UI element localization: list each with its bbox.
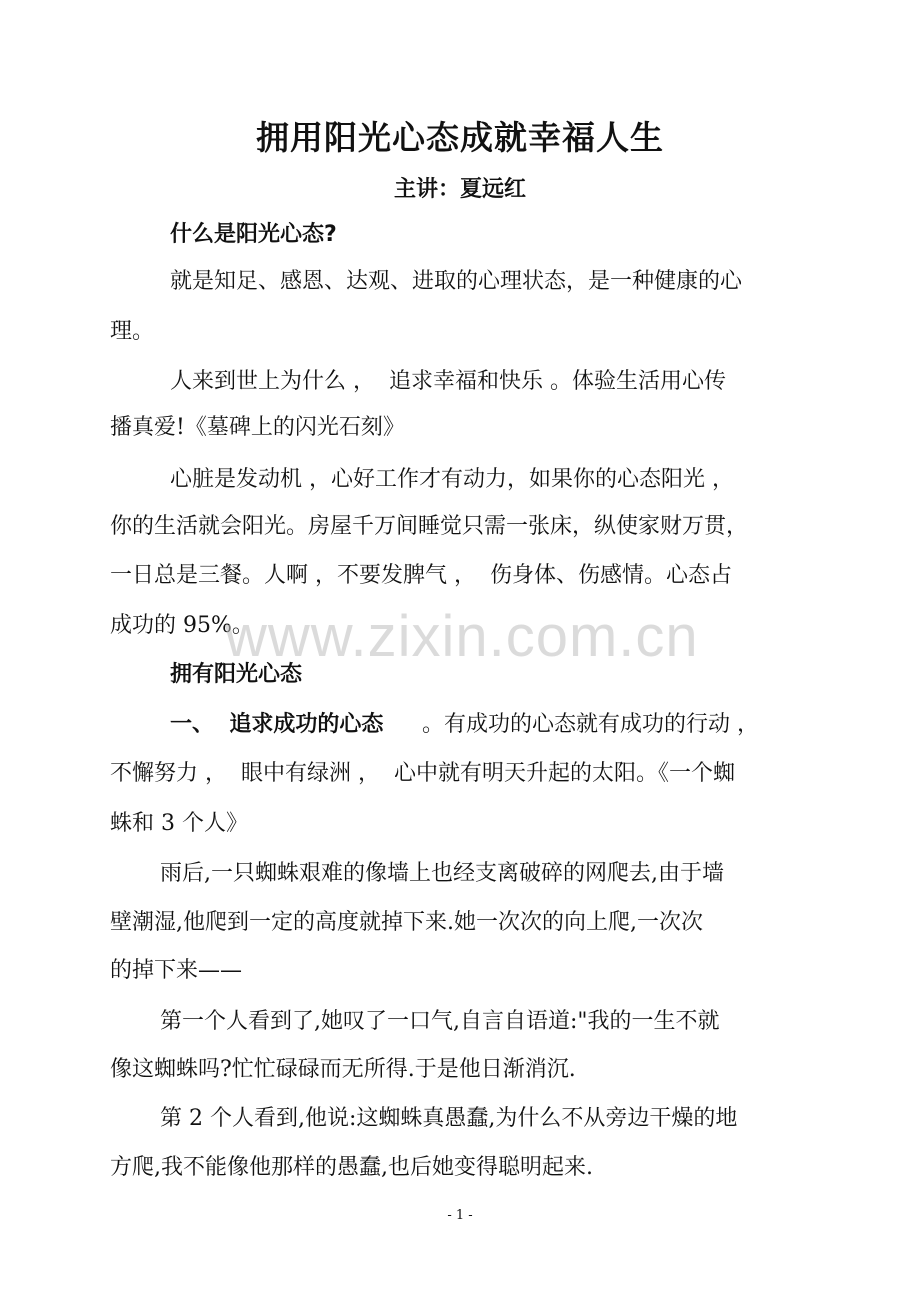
page-number: - 1 - xyxy=(447,1208,473,1223)
document-title: 拥用阳光心态成就幸福人生 xyxy=(256,118,664,157)
body-line: 不懈努力 ， 眼中有绿洲 ， 心中就有明天升起的太阳。《一个蜘 xyxy=(110,761,735,786)
body-line: 你的生活就会阳光。房屋千万间睡觉只需一张床，纵使家财万贯， xyxy=(110,514,749,539)
body-line: 的掉下来—— xyxy=(110,958,243,983)
body-line: 心脏是发动机 ，心好工作才有动力，如果你的心态阳光 ， xyxy=(170,467,734,492)
body-line: 播真爱!《墓碑上的闪光石刻》 xyxy=(110,415,405,440)
subsection-heading: 一、 追求成功的心态 xyxy=(170,712,384,737)
body-line: 方爬,我不能像他那样的愚蠢,也后她变得聪明起来. xyxy=(110,1155,593,1180)
body-line: 人来到世上为什么 ， 追求幸福和快乐 。体验生活用心传 xyxy=(170,369,726,394)
body-line: 一日总是三餐。人啊 ，不要发脾气 ， 伤身体、伤感情。心态占 xyxy=(110,563,732,588)
watermark: www.zixin.com.cn xyxy=(225,604,699,669)
body-line: 理。 xyxy=(110,319,155,344)
lecturer-line: 主讲：夏远红 xyxy=(393,177,526,202)
body-line: 成功的 95%。 xyxy=(110,613,254,638)
body-line: 像这蜘蛛吗?忙忙碌碌而无所得.于是他日渐消沉. xyxy=(110,1057,576,1082)
section-heading: 拥有阳光心态 xyxy=(170,662,303,687)
body-line: 蛛和 3 个人》 xyxy=(110,811,248,836)
section-question: 什么是阳光心态? xyxy=(170,222,337,247)
body-line: 第一个人看到了,她叹了一口气,自言自语道:"我的一生不就 xyxy=(160,1009,720,1034)
body-line: 。有成功的心态就有成功的行动 ， xyxy=(415,712,759,737)
body-line: 就是知足、感恩、达观、进取的心理状态，是一种健康的心 xyxy=(170,269,743,294)
body-line: 雨后,一只蜘蛛艰难的像墙上也经支离破碎的网爬去,由于墙 xyxy=(160,861,724,886)
body-line: 壁潮湿,他爬到一定的高度就掉下来.她一次次的向上爬,一次次 xyxy=(110,910,703,935)
body-line: 第 2 个人看到,他说:这蜘蛛真愚蠢,为什么不从旁边干燥的地 xyxy=(160,1106,738,1131)
